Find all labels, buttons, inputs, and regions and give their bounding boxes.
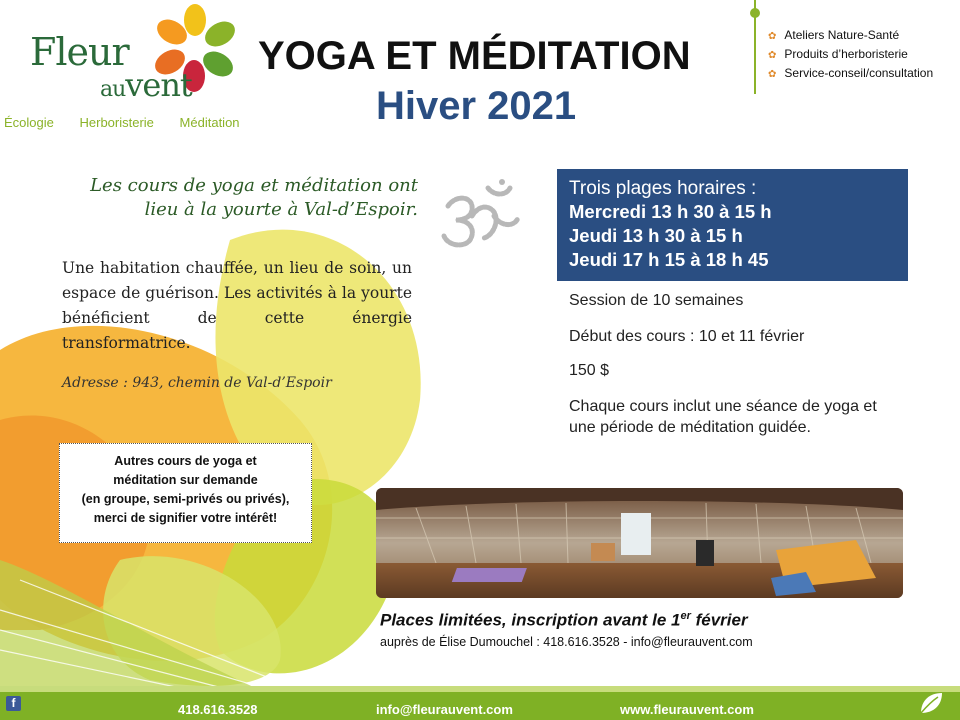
course-description: Chaque cours inclut une séance de yoga et une période de méditation guidée. <box>569 398 877 436</box>
schedule-slot: Mercredi 13 h 30 à 15 h <box>569 201 772 222</box>
session-length: Session de 10 semaines <box>569 292 744 309</box>
other-courses-line: méditation sur demande <box>113 473 258 487</box>
tagline-item: Écologie <box>4 115 54 130</box>
schedule-intro: Trois plages horaires : <box>569 178 757 199</box>
logo-name-vent: vent <box>125 66 192 104</box>
service-item: ✿ Produits d’herboristerie <box>768 47 908 61</box>
other-courses-box <box>59 443 312 543</box>
schedule-slot: Jeudi 13 h 30 à 15 h <box>569 225 743 246</box>
other-courses-line: Autres cours de yoga et <box>114 454 257 468</box>
registration-contact: auprès de Élise Dumouchel : 418.616.3528 - info@fleurauvent.com <box>380 635 753 649</box>
facebook-icon[interactable]: f <box>6 696 21 711</box>
logo-tagline <box>4 115 262 130</box>
address-text: Adresse : 943, chemin de Val-d’Espoir <box>62 375 332 391</box>
start-date: Début des cours : 10 et 11 février <box>569 328 805 345</box>
footer-email[interactable]: info@fleurauvent.com <box>376 702 513 717</box>
logo-name-au: au <box>100 77 126 102</box>
footer-phone: 418.616.3528 <box>178 702 258 717</box>
logo-name-line2 <box>100 66 192 104</box>
page-subtitle: Hiver 2021 <box>376 84 577 128</box>
flower-bullet-icon: ✿ <box>768 50 777 61</box>
leaf-icon <box>918 690 944 716</box>
services-list <box>754 0 960 94</box>
other-courses-line: merci de signifier votre intérêt! <box>93 511 278 525</box>
yurt-interior-photo <box>376 488 903 598</box>
registration-headline: Places limitées, inscription avant le 1er février <box>380 610 748 630</box>
intro-body: Une habitation chauffée, un lieu de soin, un espace de guérison. Les activités à la yourte bénéficient de cette énergie transformatrice. <box>62 259 412 352</box>
flower-bullet-icon: ✿ <box>768 31 777 42</box>
other-courses-line: (en groupe, semi-privés ou privés), <box>81 492 290 506</box>
flower-bullet-icon: ✿ <box>768 69 777 80</box>
price: 150 $ <box>569 362 610 379</box>
schedule-box <box>557 169 908 281</box>
intro-heading: Les cours de yoga et méditation ont lieu à la yourte à Val-d’Espoir. <box>90 175 418 220</box>
tagline-item: Méditation <box>179 115 240 130</box>
tagline-item: Herboristerie <box>79 115 154 130</box>
om-symbol-icon <box>436 176 526 252</box>
service-item: ✿ Ateliers Nature-Santé <box>768 28 900 42</box>
service-item: ✿ Service-conseil/consultation <box>768 66 934 80</box>
page-title: YOGA ET MÉDITATION <box>258 34 691 78</box>
schedule-slot: Jeudi 17 h 15 à 18 h 45 <box>569 249 769 270</box>
footer-website[interactable]: www.fleurauvent.com <box>620 702 754 717</box>
logo-name-line1: Fleur <box>30 30 129 74</box>
